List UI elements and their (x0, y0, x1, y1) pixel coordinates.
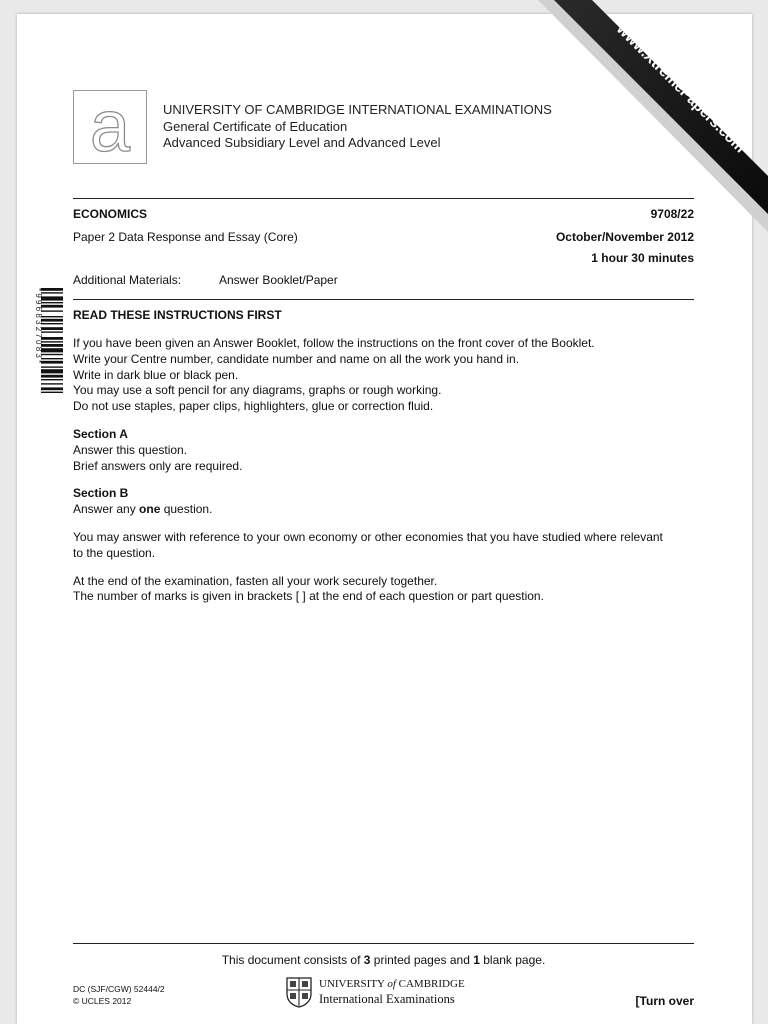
reference-instruction-cont: to the question. (73, 545, 156, 560)
materials-label: Additional Materials: (73, 273, 182, 287)
board-name: UNIVERSITY OF CAMBRIDGE INTERNATIONAL EXAMINATIONS (163, 102, 552, 117)
barcode-bar (41, 366, 63, 367)
instructions-body (73, 336, 703, 605)
ribbon-text[interactable]: www.XtremePapers.com (613, 20, 749, 157)
turn-over-note: [Turn over (635, 994, 694, 1008)
section-a-line: Answer this question. (73, 442, 188, 457)
barcode-bar (41, 354, 63, 355)
barcode-bar (41, 310, 63, 311)
page-count-note: This document consists of 3 printed pages and 1 blank page. (221, 953, 546, 967)
reference-instruction: You may answer with reference to your own economy or other economies that you have studied where relevant (73, 529, 663, 544)
barcode-bar (41, 305, 63, 308)
barcode-bar (41, 337, 63, 340)
copyright: © UCLES 2012 (73, 996, 132, 1006)
section-a-line: Brief answers only are required. (73, 458, 243, 473)
exam-duration: 1 hour 30 minutes (591, 251, 694, 265)
instruction-line: You may use a soft pencil for any diagrams, graphs or rough working. (73, 383, 442, 398)
instruction-line: Do not use staples, paper clips, highlighters, glue or correction fluid. (73, 399, 434, 414)
barcode-bar (41, 296, 63, 300)
paper-title: Paper 2 Data Response and Essay (Core) (73, 230, 298, 244)
level-name: Advanced Subsidiary Level and Advanced Level (163, 135, 441, 150)
barcode-bar (41, 358, 63, 359)
marks-instruction: The number of marks is given in brackets [ ] at the end of each question or part question. (73, 589, 544, 604)
instructions-heading: READ THESE INSTRUCTIONS FIRST (73, 308, 282, 322)
barcode-bar (41, 392, 63, 393)
barcode-bar (41, 383, 63, 384)
candidate-barcode (31, 286, 63, 436)
exam-session: October/November 2012 (555, 230, 694, 244)
header-divider (73, 198, 694, 199)
barcode-bar (41, 369, 63, 373)
barcode-bar (41, 302, 63, 303)
barcode-bar (41, 387, 63, 390)
barcode-bar (41, 319, 63, 322)
ref-code: DC (SJF/CGW) 52444/2 (73, 984, 165, 994)
details-divider (73, 299, 694, 300)
barcode-bar (41, 323, 63, 324)
instruction-line: Write your Centre number, candidate number and name on all the work you hand in. (73, 351, 520, 366)
barcode-bar (41, 327, 63, 330)
logo-a-icon (80, 95, 140, 159)
section-a-title: Section A (73, 426, 128, 441)
footer-divider (73, 943, 694, 944)
barcode-bar (41, 344, 63, 347)
document-reference (73, 983, 165, 1007)
barcode-bar (41, 361, 63, 364)
cambridge-wordmark (319, 977, 465, 1007)
materials-value: Answer Booklet/Paper (219, 273, 338, 287)
barcode-bar (41, 288, 63, 291)
subject: ECONOMICS (73, 207, 148, 221)
exam-board-title (163, 102, 552, 152)
instruction-line: Write in dark blue or black pen. (73, 367, 239, 382)
section-b-title: Section B (73, 486, 129, 501)
barcode-digits: * 9 9 6 8 3 2 7 0 8 3 * (34, 288, 43, 364)
barcode-bar (41, 316, 63, 317)
cambridge-logo (286, 977, 312, 1013)
barcode-bar (41, 331, 63, 332)
paper-code: 9708/22 (650, 207, 694, 221)
barcode-bar (41, 348, 63, 352)
cie-logo (73, 90, 147, 164)
end-instruction: At the end of the examination, fasten all your work securely together. (73, 573, 438, 588)
instruction-line: If you have been given an Answer Booklet, follow the instructions on the front cover of the Booklet. (73, 336, 595, 350)
section-b-line: Answer any one question. (73, 502, 213, 517)
svg-text:a: a (89, 95, 131, 159)
crest-shield-icon (286, 977, 312, 1008)
barcode-bar (41, 292, 63, 293)
cambridge-line-2: International Examinations (319, 992, 455, 1006)
qualification-name: General Certificate of Education (163, 118, 348, 134)
cambridge-line-1: UNIVERSITY of CAMBRIDGE (319, 978, 465, 990)
xtremepapers-ribbon[interactable] (530, 0, 768, 235)
barcode-bar (41, 341, 63, 342)
barcode-bar (41, 375, 63, 378)
barcode-bar (41, 379, 63, 380)
